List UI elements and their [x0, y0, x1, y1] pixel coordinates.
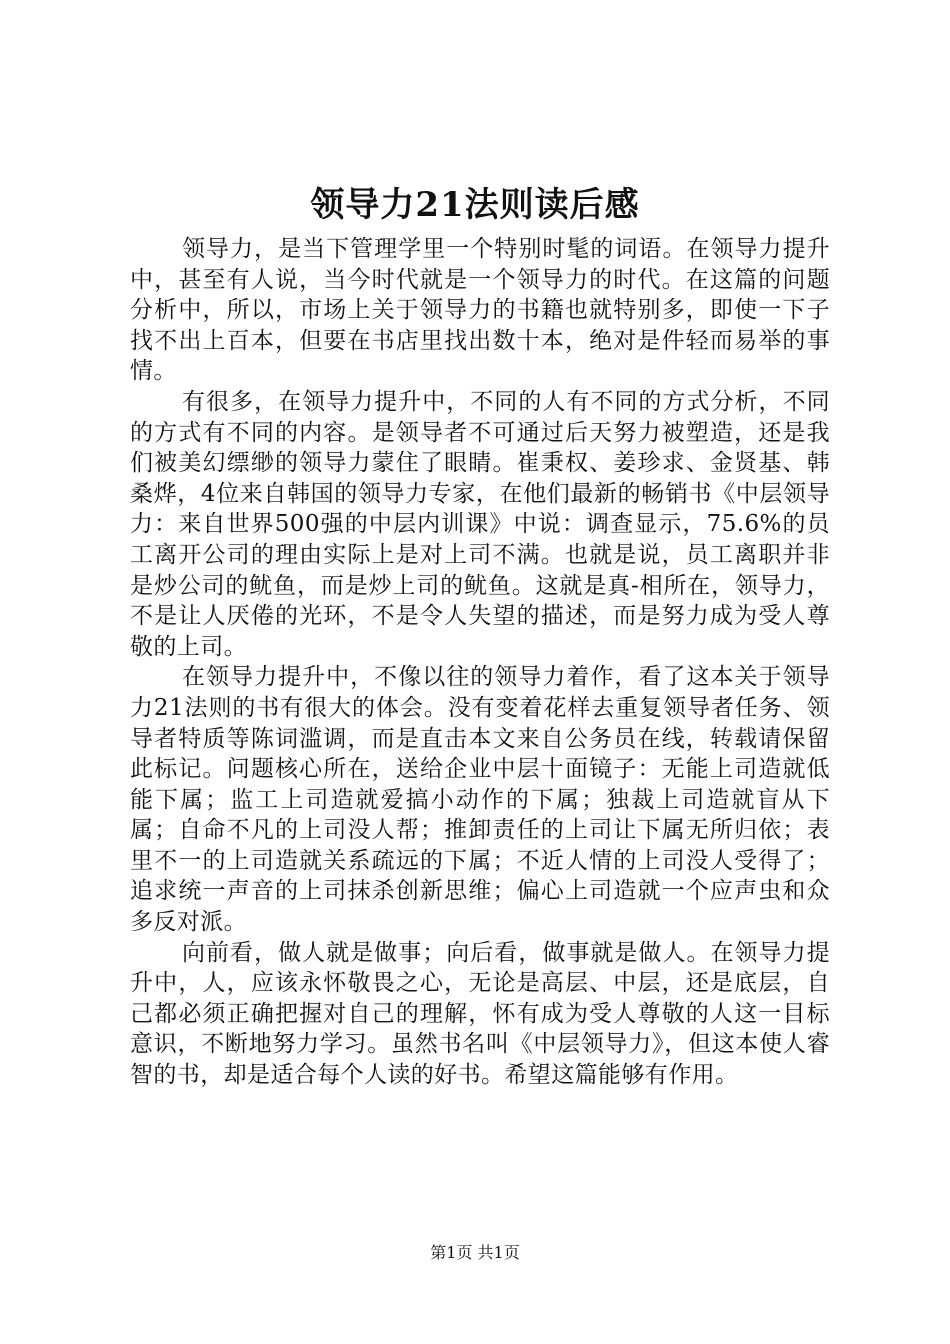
paragraph-4: 向前看，做人就是做事；向后看，做事就是做人。在领导力提升中，人，应该永怀敬畏之心，无论是高层、中层，还是底层，自己都必须正确把握对自己的理解，怀有成为受人尊敬的人这一目标意识，不断地努力学习。虽然书名叫《中层领导力》，但这本使人睿智的书，却是适合每个人读的好书。希望这篇能够有作用。: [130, 939, 830, 1089]
document-body: [130, 234, 830, 1091]
paragraph-2: 有很多，在领导力提升中，不同的人有不同的方式分析，不同的方式有不同的内容。是领导者不可通过后天努力被塑造，还是我们被美幻缥缈的领导力蒙住了眼睛。崔秉权、姜珍求、金贤基、韩桑烨，4位来自韩国的领导力专家，在他们最新的畅销书《中层领导力：来自世界500强的中层内训课》中说：调查显示，75.6%的员工离开公司的理由实际上是对上司不满。也就是说，员工离职并非是炒公司的鱿鱼，而是炒上司的鱿鱼。这就是真-相所在，领导力，不是让人厌倦的光环，不是令人失望的描述，而是努力成为受人尊敬的上司。: [130, 388, 830, 660]
paragraph-3: 在领导力提升中，不像以往的领导力着作，看了这本关于领导力21法则的书有很大的体会。没有变着花样去重复领导者任务、领导者特质等陈词滥调，而是直击本文来自公务员在线，转载请保留此标记。问题核心所在，送给企业中层十面镜子：无能上司造就低能下属；监工上司造就爱搞小动作的下属；独裁上司造就盲从下属；自命不凡的上司没人帮；推卸责任的上司让下属无所归依；表里不一的上司造就关系疏远的下属；不近人情的上司没人受得了；追求统一声音的上司抹杀创新思维；偏心上司造就一个应声虫和众多反对派。: [130, 664, 830, 936]
paragraph-1: 领导力，是当下管理学里一个特别时髦的词语。在领导力提升中，甚至有人说，当今时代就是一个领导力的时代。在这篇的问题分析中，所以，市场上关于领导力的书籍也就特别多，即使一下子找不出上百本，但要在书店里找出数十本，绝对是件轻而易举的事情。: [130, 236, 830, 385]
page-number-footer: 第1页 共1页: [430, 1243, 520, 1262]
document-title: 领导力21法则读后感: [310, 185, 640, 225]
